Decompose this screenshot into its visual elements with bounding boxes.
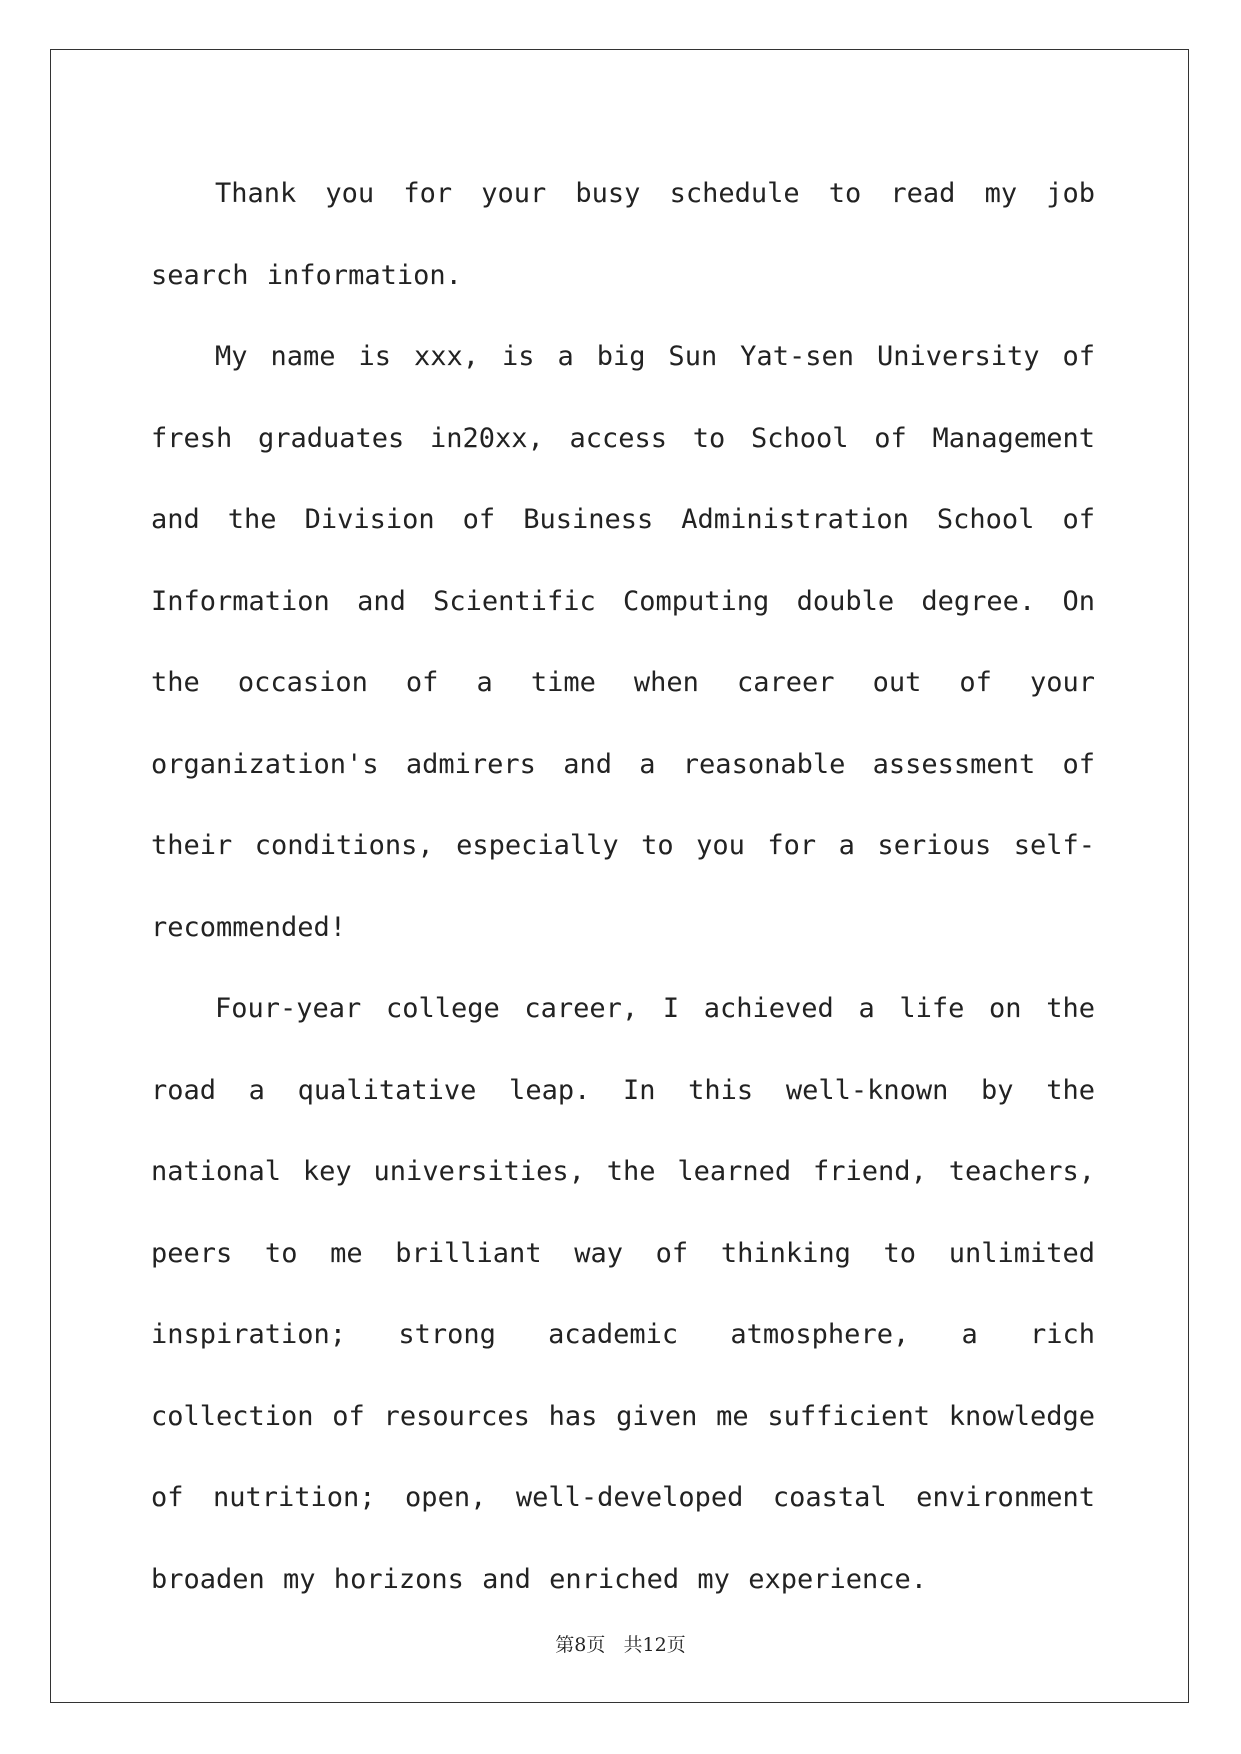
paragraph-college-career: Four-year college career, I achieved a life on the road a qualitative leap. In this well-known by the national key universities, the learned friend, teachers, peers to me brilliant way of thinking to unlimited inspiration; strong academic atmosphere, a rich collection of resources has given me sufficient knowledge of nutrition; open, well-developed coastal environment broaden my horizons and enriched my experience.: [151, 993, 1095, 1595]
page-footer: [0, 1630, 1241, 1657]
paragraph-introduction: My name is xxx, is a big Sun Yat-sen University of fresh graduates in20xx, access to School of Management and the Division of Business Administration School of Information and Scientific Computing double degree. On the occasion of a time when career out of your organization's admirers and a reasonable assessment of their conditions, especially to you for a serious self-recommended!: [151, 341, 1095, 943]
paragraph-thank-you: Thank you for your busy schedule to read my job search information.: [151, 178, 1095, 291]
page-number: 第8页: [555, 1634, 606, 1656]
total-pages: 共12页: [623, 1634, 686, 1656]
document-body: [151, 153, 1095, 1620]
